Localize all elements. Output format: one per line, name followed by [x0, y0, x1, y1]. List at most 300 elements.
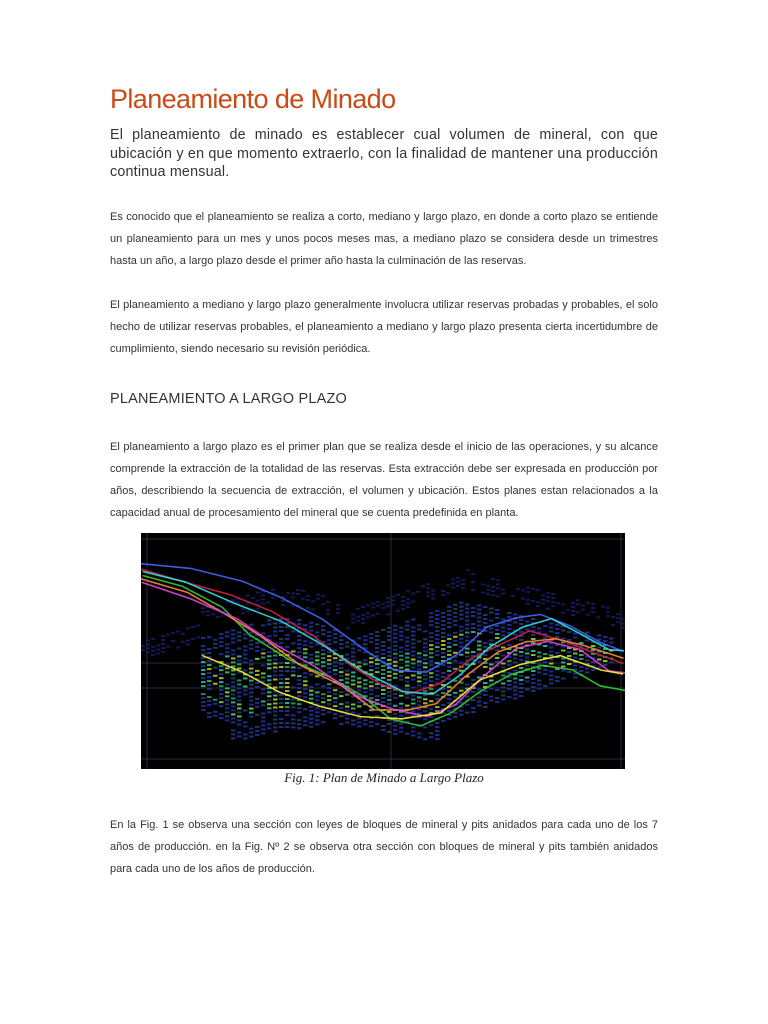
ore-block	[369, 633, 374, 635]
ore-block	[231, 653, 236, 655]
ore-block	[285, 682, 290, 684]
ore-block	[303, 652, 308, 654]
ore-block	[393, 733, 398, 735]
waste-block	[546, 608, 550, 610]
ore-block	[327, 687, 332, 689]
ore-block	[399, 627, 404, 629]
ore-block	[387, 639, 392, 641]
ore-block	[279, 694, 284, 696]
ore-block	[423, 702, 428, 704]
ore-block	[405, 637, 410, 639]
ore-block	[231, 713, 236, 715]
waste-block	[176, 647, 180, 649]
ore-block	[543, 653, 548, 655]
ore-block	[489, 696, 494, 698]
ore-block	[459, 630, 464, 632]
ore-block	[513, 690, 518, 692]
waste-block	[596, 616, 600, 618]
waste-block	[591, 607, 595, 609]
ore-block	[417, 660, 422, 662]
ore-block	[411, 647, 416, 649]
ore-block	[273, 726, 278, 728]
ore-block	[465, 612, 470, 614]
waste-block	[541, 595, 545, 597]
ore-block	[375, 663, 380, 665]
ore-block	[219, 713, 224, 715]
ore-block	[297, 619, 302, 621]
ore-block	[273, 658, 278, 660]
ore-block	[399, 639, 404, 641]
ore-block	[255, 734, 260, 736]
ore-block	[423, 638, 428, 640]
ore-block	[273, 678, 278, 680]
ore-block	[465, 696, 470, 698]
ore-block	[519, 651, 524, 653]
waste-block	[156, 649, 160, 651]
ore-block	[405, 697, 410, 699]
ore-block	[507, 696, 512, 698]
ore-block	[423, 674, 428, 676]
ore-block	[297, 703, 302, 705]
ore-block	[399, 731, 404, 733]
ore-block	[309, 726, 314, 728]
ore-block	[393, 665, 398, 667]
ore-block	[537, 628, 542, 630]
waste-block	[161, 635, 165, 637]
ore-block	[513, 686, 518, 688]
ore-block	[345, 646, 350, 648]
waste-block	[141, 645, 145, 647]
waste-block	[201, 607, 205, 609]
ore-block	[267, 635, 272, 637]
ore-block	[501, 647, 506, 649]
ore-block	[267, 711, 272, 713]
ore-block	[225, 683, 230, 685]
waste-block	[361, 606, 365, 608]
ore-block	[267, 723, 272, 725]
mining-plan-figure	[141, 533, 625, 769]
ore-block	[525, 677, 530, 679]
ore-block	[267, 707, 272, 709]
ore-block	[525, 621, 530, 623]
ore-block	[429, 672, 434, 674]
ore-block	[201, 669, 206, 671]
ore-block	[315, 651, 320, 653]
ore-block	[285, 662, 290, 664]
waste-block	[171, 632, 175, 634]
ore-block	[381, 665, 386, 667]
ore-block	[279, 674, 284, 676]
ore-block	[405, 733, 410, 735]
waste-block	[576, 611, 580, 613]
ore-block	[345, 718, 350, 720]
ore-block	[243, 645, 248, 647]
ore-block	[429, 612, 434, 614]
ore-block	[297, 635, 302, 637]
ore-block	[267, 667, 272, 669]
ore-block	[465, 640, 470, 642]
ore-block	[381, 629, 386, 631]
waste-block	[576, 603, 580, 605]
waste-block	[461, 583, 465, 585]
ore-block	[441, 632, 446, 634]
ore-block	[213, 711, 218, 713]
ore-block	[453, 696, 458, 698]
waste-block	[246, 594, 250, 596]
ore-block	[549, 627, 554, 629]
ore-block	[519, 631, 524, 633]
waste-block	[526, 587, 530, 589]
ore-block	[285, 706, 290, 708]
ore-block	[519, 623, 524, 625]
ore-block	[273, 718, 278, 720]
ore-block	[339, 639, 344, 641]
ore-block	[423, 694, 428, 696]
ore-block	[273, 626, 278, 628]
ore-block	[297, 683, 302, 685]
ore-block	[591, 645, 596, 647]
paragraph-long-term: El planeamiento a largo plazo es el primer plan que se realiza desde el inicio de las operaciones, y su alcance comprende la extracción de la totalidad de las reservas. Esta extracción debe ser expresada en producción por años, describiendo la secuencia de extracción, el volumen y ubicación. Estos planes estan relacionados a la capacidad anual de procesamiento del mineral que se cuenta predefinida en planta.	[110, 441, 658, 519]
ore-block	[429, 716, 434, 718]
ore-block	[393, 705, 398, 707]
ore-block	[219, 693, 224, 695]
waste-block	[401, 596, 405, 598]
ore-block	[303, 684, 308, 686]
waste-block	[391, 596, 395, 598]
ore-block	[243, 737, 248, 739]
ore-block	[477, 705, 482, 707]
ore-block	[351, 656, 356, 658]
waste-block	[456, 585, 460, 587]
waste-block	[431, 590, 435, 592]
ore-block	[399, 727, 404, 729]
waste-block	[451, 587, 455, 589]
ore-block	[489, 620, 494, 622]
ore-block	[351, 660, 356, 662]
ore-block	[375, 699, 380, 701]
ore-block	[381, 641, 386, 643]
waste-block	[566, 609, 570, 611]
ore-block	[291, 714, 296, 716]
ore-block	[495, 625, 500, 627]
ore-block	[231, 697, 236, 699]
ore-block	[549, 631, 554, 633]
waste-block	[271, 597, 275, 599]
ore-block	[381, 649, 386, 651]
ore-block	[405, 649, 410, 651]
waste-block	[561, 604, 565, 606]
intro-paragraph: El planeamiento de minado es establecer cual volumen de mineral, con que ubicación y en que momento extraerlo, con la finalidad de mantener una producción continua mensual.	[110, 127, 658, 180]
ore-block	[429, 676, 434, 678]
ore-block	[399, 647, 404, 649]
ore-block	[435, 650, 440, 652]
ore-block	[291, 698, 296, 700]
ore-block	[531, 650, 536, 652]
ore-block	[369, 669, 374, 671]
ore-block	[513, 634, 518, 636]
ore-block	[417, 704, 422, 706]
ore-block	[435, 634, 440, 636]
ore-block	[489, 628, 494, 630]
waste-block	[356, 620, 360, 622]
waste-block	[481, 584, 485, 586]
ore-block	[435, 706, 440, 708]
ore-block	[405, 653, 410, 655]
ore-block	[345, 710, 350, 712]
ore-block	[351, 724, 356, 726]
waste-block	[606, 607, 610, 609]
ore-block	[249, 712, 254, 714]
ore-block	[267, 679, 272, 681]
waste-block	[261, 598, 265, 600]
waste-block	[451, 579, 455, 581]
ore-block	[225, 635, 230, 637]
ore-block	[375, 723, 380, 725]
ore-block	[561, 638, 566, 640]
ore-block	[303, 720, 308, 722]
ore-block	[393, 641, 398, 643]
waste-block	[496, 595, 500, 597]
ore-block	[399, 667, 404, 669]
waste-block	[366, 612, 370, 614]
ore-block	[279, 630, 284, 632]
paragraph-reserves: El planeamiento a mediano y largo plazo generalmente involucra utilizar reservas probadas y probables, el solo hecho de utilizar reservas probables, el planeamiento a mediano y largo plazo presenta cierta incertidumbre de cumplimiento, siendo necesario su revisión periódica.	[110, 299, 658, 355]
ore-block	[459, 654, 464, 656]
ore-block	[405, 621, 410, 623]
ore-block	[477, 701, 482, 703]
waste-block	[621, 627, 625, 629]
ore-block	[435, 694, 440, 696]
ore-block	[309, 646, 314, 648]
ore-block	[483, 654, 488, 656]
ore-block	[297, 711, 302, 713]
ore-block	[399, 715, 404, 717]
ore-block	[393, 713, 398, 715]
waste-block	[326, 613, 330, 615]
ore-block	[429, 640, 434, 642]
ore-block	[225, 699, 230, 701]
ore-block	[567, 663, 572, 665]
waste-block	[311, 608, 315, 610]
ore-block	[411, 675, 416, 677]
ore-block	[213, 675, 218, 677]
waste-block	[486, 589, 490, 591]
ore-block	[609, 662, 614, 664]
ore-block	[387, 659, 392, 661]
ore-block	[285, 634, 290, 636]
ore-block	[483, 618, 488, 620]
ore-block	[327, 631, 332, 633]
waste-block	[261, 602, 265, 604]
ore-block	[303, 680, 308, 682]
waste-block	[181, 633, 185, 635]
ore-block	[249, 680, 254, 682]
waste-block	[621, 619, 625, 621]
ore-block	[333, 669, 338, 671]
ore-block	[219, 669, 224, 671]
waste-block	[296, 589, 300, 591]
ore-block	[429, 648, 434, 650]
ore-block	[405, 625, 410, 627]
ore-block	[225, 631, 230, 633]
ore-block	[393, 677, 398, 679]
ore-block	[495, 701, 500, 703]
waste-block	[471, 573, 475, 575]
ore-block	[351, 672, 356, 674]
waste-block	[251, 597, 255, 599]
ore-block	[465, 712, 470, 714]
ore-block	[393, 693, 398, 695]
ore-block	[315, 631, 320, 633]
ore-block	[411, 651, 416, 653]
ore-block	[333, 661, 338, 663]
waste-block	[201, 611, 205, 613]
ore-block	[543, 645, 548, 647]
ore-block	[249, 664, 254, 666]
ore-block	[327, 683, 332, 685]
ore-block	[465, 608, 470, 610]
ore-block	[201, 701, 206, 703]
ore-block	[237, 683, 242, 685]
ore-block	[345, 678, 350, 680]
waste-block	[616, 621, 620, 623]
ore-block	[237, 687, 242, 689]
ore-block	[237, 647, 242, 649]
ore-block	[471, 627, 476, 629]
ore-block	[297, 719, 302, 721]
ore-block	[333, 657, 338, 659]
ore-block	[357, 721, 362, 723]
ore-block	[453, 616, 458, 618]
ore-block	[231, 693, 236, 695]
ore-block	[411, 703, 416, 705]
waste-block	[471, 581, 475, 583]
waste-block	[161, 647, 165, 649]
ore-block	[321, 709, 326, 711]
ore-block	[219, 673, 224, 675]
ore-block	[345, 642, 350, 644]
waste-block	[371, 607, 375, 609]
ore-block	[261, 652, 266, 654]
ore-block	[237, 707, 242, 709]
waste-block	[521, 590, 525, 592]
ore-block	[561, 666, 566, 668]
ore-block	[207, 636, 212, 638]
ore-block	[309, 658, 314, 660]
waste-block	[496, 579, 500, 581]
ore-block	[261, 700, 266, 702]
ore-block	[315, 691, 320, 693]
waste-block	[311, 600, 315, 602]
waste-block	[361, 622, 365, 624]
ore-block	[381, 657, 386, 659]
ore-block	[303, 708, 308, 710]
ore-block	[453, 636, 458, 638]
ore-block	[339, 715, 344, 717]
ore-block	[435, 654, 440, 656]
waste-block	[511, 595, 515, 597]
waste-block	[421, 585, 425, 587]
waste-block	[146, 644, 150, 646]
ore-block	[435, 646, 440, 648]
waste-block	[606, 615, 610, 617]
ore-block	[315, 663, 320, 665]
ore-block	[231, 657, 236, 659]
ore-block	[327, 635, 332, 637]
waste-block	[461, 587, 465, 589]
ore-block	[537, 672, 542, 674]
ore-block	[249, 640, 254, 642]
ore-block	[453, 604, 458, 606]
ore-block	[291, 674, 296, 676]
ore-block	[285, 726, 290, 728]
waste-block	[496, 583, 500, 585]
ore-block	[213, 683, 218, 685]
ore-block	[327, 691, 332, 693]
waste-block	[161, 639, 165, 641]
ore-block	[255, 658, 260, 660]
ore-block	[249, 708, 254, 710]
waste-block	[196, 625, 200, 627]
ore-block	[471, 615, 476, 617]
ore-block	[339, 675, 344, 677]
waste-block	[266, 601, 270, 603]
ore-block	[519, 659, 524, 661]
ore-block	[423, 646, 428, 648]
ore-block	[549, 623, 554, 625]
waste-block	[431, 598, 435, 600]
waste-block	[396, 594, 400, 596]
ore-block	[267, 655, 272, 657]
ore-block	[495, 613, 500, 615]
ore-block	[477, 629, 482, 631]
ore-block	[519, 679, 524, 681]
waste-block	[151, 650, 155, 652]
ore-block	[435, 670, 440, 672]
ore-block	[297, 723, 302, 725]
ore-block	[291, 630, 296, 632]
waste-block	[401, 604, 405, 606]
waste-block	[581, 609, 585, 611]
ore-block	[207, 672, 212, 674]
ore-block	[369, 637, 374, 639]
ore-block	[285, 646, 290, 648]
ore-block	[519, 639, 524, 641]
waste-block	[426, 591, 430, 593]
ore-block	[381, 677, 386, 679]
ore-block	[237, 631, 242, 633]
ore-block	[297, 695, 302, 697]
ore-block	[399, 651, 404, 653]
ore-block	[417, 652, 422, 654]
ore-block	[369, 657, 374, 659]
ore-block	[201, 649, 206, 651]
ore-block	[315, 719, 320, 721]
ore-block	[207, 700, 212, 702]
ore-block	[549, 663, 554, 665]
ore-block	[447, 698, 452, 700]
waste-block	[616, 613, 620, 615]
ore-block	[273, 634, 278, 636]
ore-block	[387, 647, 392, 649]
ore-block	[321, 657, 326, 659]
ore-block	[447, 662, 452, 664]
ore-block	[285, 690, 290, 692]
waste-block	[281, 604, 285, 606]
waste-block	[546, 600, 550, 602]
ore-block	[441, 636, 446, 638]
ore-block	[393, 657, 398, 659]
